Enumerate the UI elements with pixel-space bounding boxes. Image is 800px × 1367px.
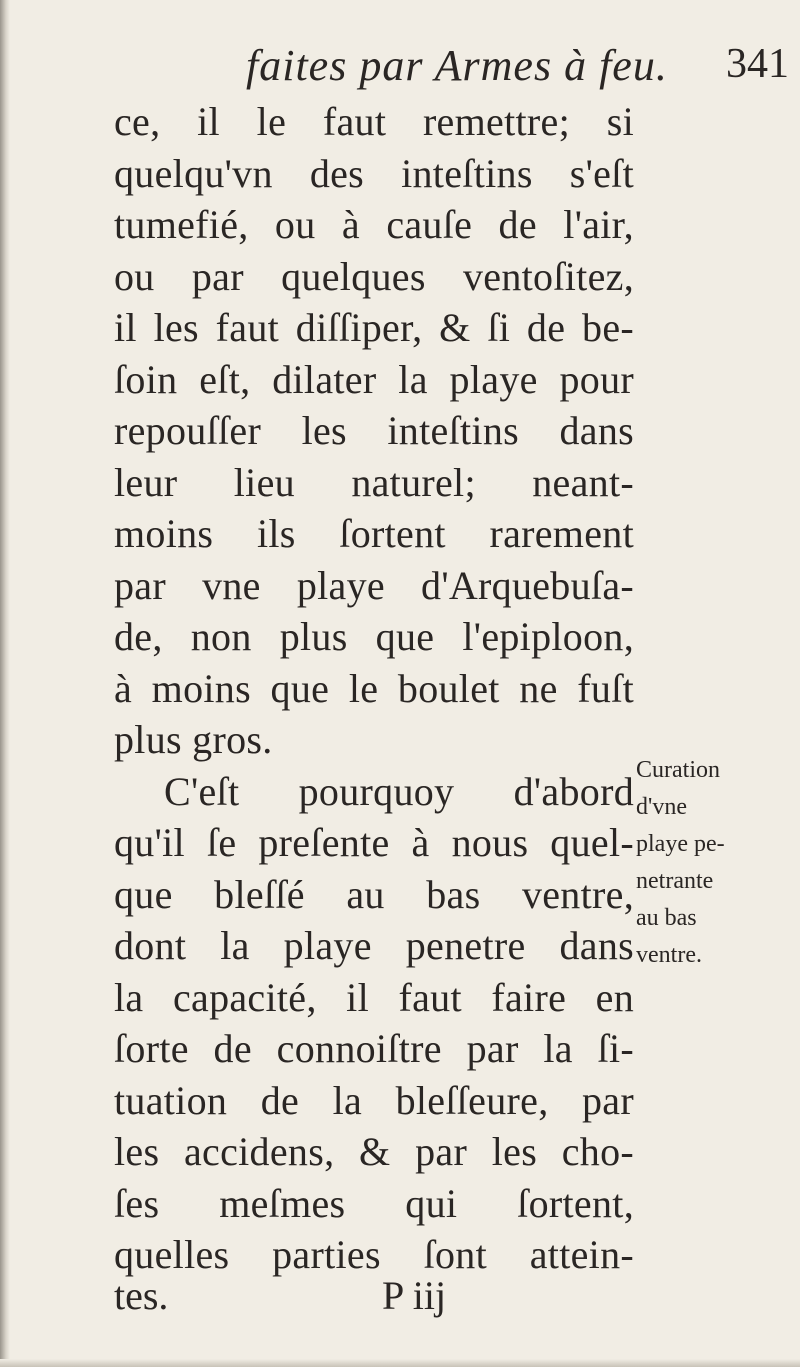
marginal-note-line: ventre. [636, 942, 702, 968]
text-line: quelles parties ſont attein- [114, 1232, 634, 1277]
marginal-note-line: d'vne [636, 794, 687, 820]
main-text-block [114, 96, 634, 1281]
text-line: qu'il ſe preſente à nous quel- [114, 820, 634, 865]
page-gutter-shadow [0, 0, 10, 1367]
text-line: dont la playe penetre dans [114, 923, 634, 968]
page-number: 341 [726, 41, 789, 87]
text-line: ſorte de connoiſtre par la ſi- [114, 1026, 634, 1071]
page-footer [0, 1270, 800, 1330]
text-line: moins ils ſortent rarement [114, 511, 634, 556]
text-line: par vne playe d'Arquebuſa- [114, 562, 634, 608]
marginal-note-line: netrante [636, 868, 714, 894]
catchword: tes. [114, 1273, 169, 1318]
marginal-note-line: playe pe- [636, 831, 725, 857]
text-line: quelqu'vn des inteſtins s'eſt [114, 150, 634, 196]
text-line: il les faut diſſiper, & ſi de be- [114, 305, 634, 350]
text-line: ſes meſmes qui ſortent, [114, 1180, 634, 1226]
running-title: faites par Armes à feu. [246, 41, 668, 90]
marginal-note-line: Curation [636, 757, 720, 783]
text-line: ſoin eſt, dilater la playe pour [114, 356, 634, 402]
text-line: ou par quelques ventoſitez, [114, 253, 634, 299]
text-line: tuation de la bleſſeure, par [114, 1077, 634, 1123]
text-line: ce, il le faut remettre; si [114, 99, 634, 144]
text-line: de, non plus que l'epiploon, [114, 614, 634, 659]
text-line: les accidens, & par les cho- [114, 1129, 634, 1174]
text-line: tumefié, ou à cauſe de l'air, [114, 202, 634, 247]
text-line: plus gros. [114, 717, 273, 762]
signature-mark: P iij [382, 1273, 447, 1318]
page-bottom-edge [0, 1359, 800, 1367]
marginal-note [636, 752, 796, 974]
text-line: à moins que le boulet ne fuſt [114, 665, 634, 711]
text-line: que bleſſé au bas ventre, [114, 871, 634, 917]
paragraph-start-line: C'eſt pourquoy d'abord [164, 768, 634, 814]
text-line: leur lieu naturel; neant- [114, 459, 634, 505]
marginal-note-line: au bas [636, 905, 697, 931]
text-line: repouſſer les inteſtins dans [114, 408, 634, 453]
text-line: la capacité, il faut faire en [114, 974, 634, 1020]
